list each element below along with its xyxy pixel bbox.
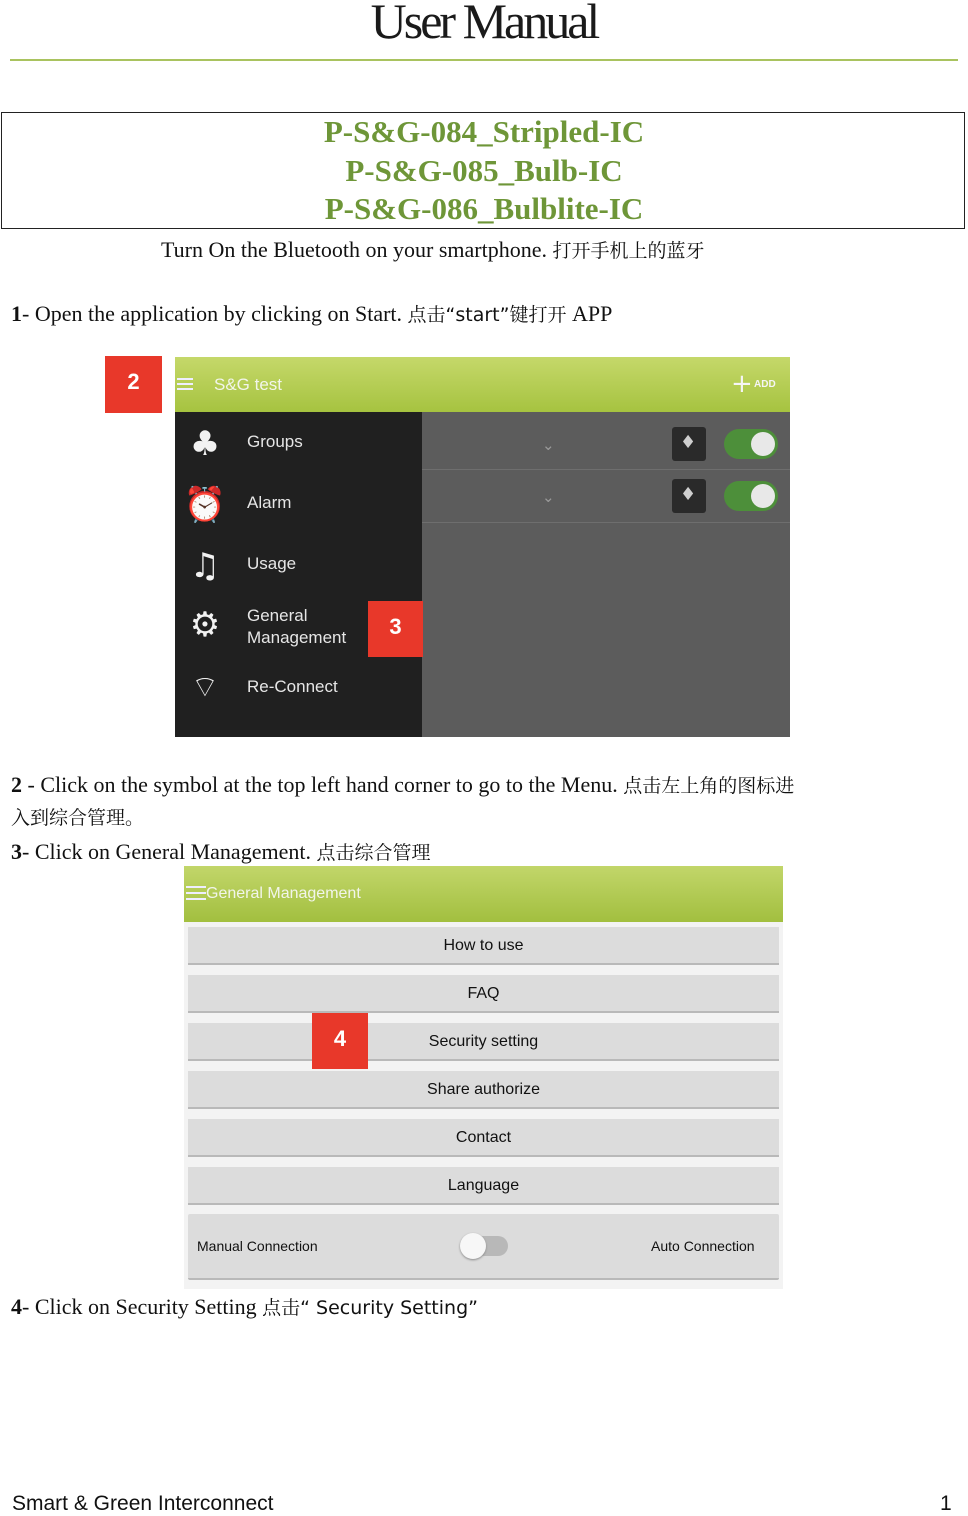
step3-paragraph: [11, 838, 430, 865]
security-setting-button[interactable]: Security setting: [188, 1023, 779, 1061]
hamburger-menu-icon[interactable]: [177, 378, 193, 390]
row-divider: [422, 522, 790, 523]
how-to-use-button[interactable]: How to use: [188, 927, 779, 965]
step2-paragraph: [11, 771, 794, 798]
bulb-icon: ♦: [680, 432, 697, 453]
step4-english: - Click on Security Setting: [22, 1294, 257, 1319]
bulb-tile[interactable]: [672, 427, 706, 461]
group-toggle[interactable]: [724, 481, 778, 511]
intro-english: Turn On the Bluetooth on your smartphone.: [161, 237, 547, 262]
footer-company: Smart & Green Interconnect: [12, 1492, 274, 1515]
chevron-down-icon[interactable]: ⌄: [542, 488, 555, 506]
screen-title: General Management: [206, 885, 361, 902]
gear-icon: ⚙: [189, 605, 221, 645]
model-line-086: P-S&G-086_Bulblite-IC: [324, 191, 644, 226]
wifi-icon: ⌔: [190, 670, 220, 705]
navigation-drawer: [175, 412, 422, 737]
app-screenshot-general-management: [184, 866, 783, 1289]
step1-chinese: 点击“start”键打开: [407, 304, 567, 326]
chevron-down-icon[interactable]: ⌄: [542, 436, 555, 454]
groups-list-area: [422, 412, 790, 737]
title-divider: [10, 59, 958, 61]
add-button[interactable]: ADD: [754, 379, 776, 390]
menu-label-management: Management: [247, 628, 347, 647]
app-bar: [184, 866, 783, 922]
connection-mode-bar: [188, 1214, 779, 1280]
connection-mode-switch[interactable]: [462, 1236, 508, 1256]
bulb-icon: ♦: [680, 484, 697, 505]
step2-english: - Click on the symbol at the top left hand corner to go to the Menu.: [22, 772, 618, 797]
callout-badge-2: 2: [105, 356, 162, 413]
document-title: User Manual: [370, 0, 598, 49]
callout-badge-4: 4: [312, 1013, 368, 1069]
callout-badge-3: 3: [368, 601, 423, 657]
music-video-icon: ♫: [189, 546, 221, 586]
step3-chinese: 点击综合管理: [316, 842, 431, 864]
plus-icon[interactable]: +: [731, 369, 753, 399]
step1-number: 1: [11, 301, 22, 326]
step2-continuation: [11, 803, 144, 830]
app-screenshot-menu: [175, 357, 790, 737]
menu-item-groups[interactable]: [175, 417, 422, 473]
step1-english: - Open the application by clicking on Start.: [22, 301, 403, 326]
step1-suffix: APP: [571, 301, 613, 326]
model-line-084: P-S&G-084_Stripled-IC: [323, 114, 645, 149]
menu-label-groups: Groups: [247, 432, 303, 451]
group-toggle[interactable]: [724, 429, 778, 459]
toggle-knob: [751, 484, 775, 508]
step2-chinese-line2: 入到综合管理。: [11, 807, 145, 829]
step4-chinese: 点击“ Security Setting”: [262, 1297, 478, 1319]
language-button[interactable]: Language: [188, 1167, 779, 1205]
bulb-tile[interactable]: [672, 479, 706, 513]
step2-number: 2: [11, 772, 22, 797]
step3-english: - Click on General Management.: [22, 839, 311, 864]
app-title: S&G test: [214, 375, 283, 394]
auto-connection-label: Auto Connection: [651, 1238, 755, 1254]
bulbs-icon: ♣: [189, 424, 221, 464]
model-line-085: P-S&G-085_Bulb-IC: [345, 153, 623, 188]
toggle-knob: [751, 432, 775, 456]
step4-number: 4: [11, 1294, 22, 1319]
share-authorize-button[interactable]: Share authorize: [188, 1071, 779, 1109]
step1-paragraph: [11, 300, 612, 327]
row-divider: [422, 469, 790, 470]
menu-item-usage[interactable]: [175, 539, 422, 595]
menu-label-reconnect: Re-Connect: [247, 677, 338, 696]
menu-label-alarm: Alarm: [247, 493, 292, 512]
menu-label-usage: Usage: [247, 554, 297, 573]
intro-paragraph: [161, 236, 705, 263]
menu-label-general: General: [247, 606, 308, 625]
switch-knob: [460, 1233, 486, 1259]
step3-number: 3: [11, 839, 22, 864]
step4-paragraph: [11, 1293, 478, 1320]
app-bar: [175, 357, 790, 412]
intro-chinese: 打开手机上的蓝牙: [552, 240, 705, 262]
faq-button[interactable]: FAQ: [188, 975, 779, 1013]
menu-item-reconnect[interactable]: [175, 665, 422, 721]
page-number: 1: [940, 1492, 952, 1515]
hamburger-menu-icon[interactable]: [186, 886, 206, 900]
alarm-clock-icon: ⏰: [183, 485, 227, 525]
menu-item-alarm[interactable]: [175, 478, 422, 534]
contact-button[interactable]: Contact: [188, 1119, 779, 1157]
manual-connection-label: Manual Connection: [197, 1238, 318, 1254]
step2-chinese: 点击左上角的图标进: [623, 775, 795, 797]
